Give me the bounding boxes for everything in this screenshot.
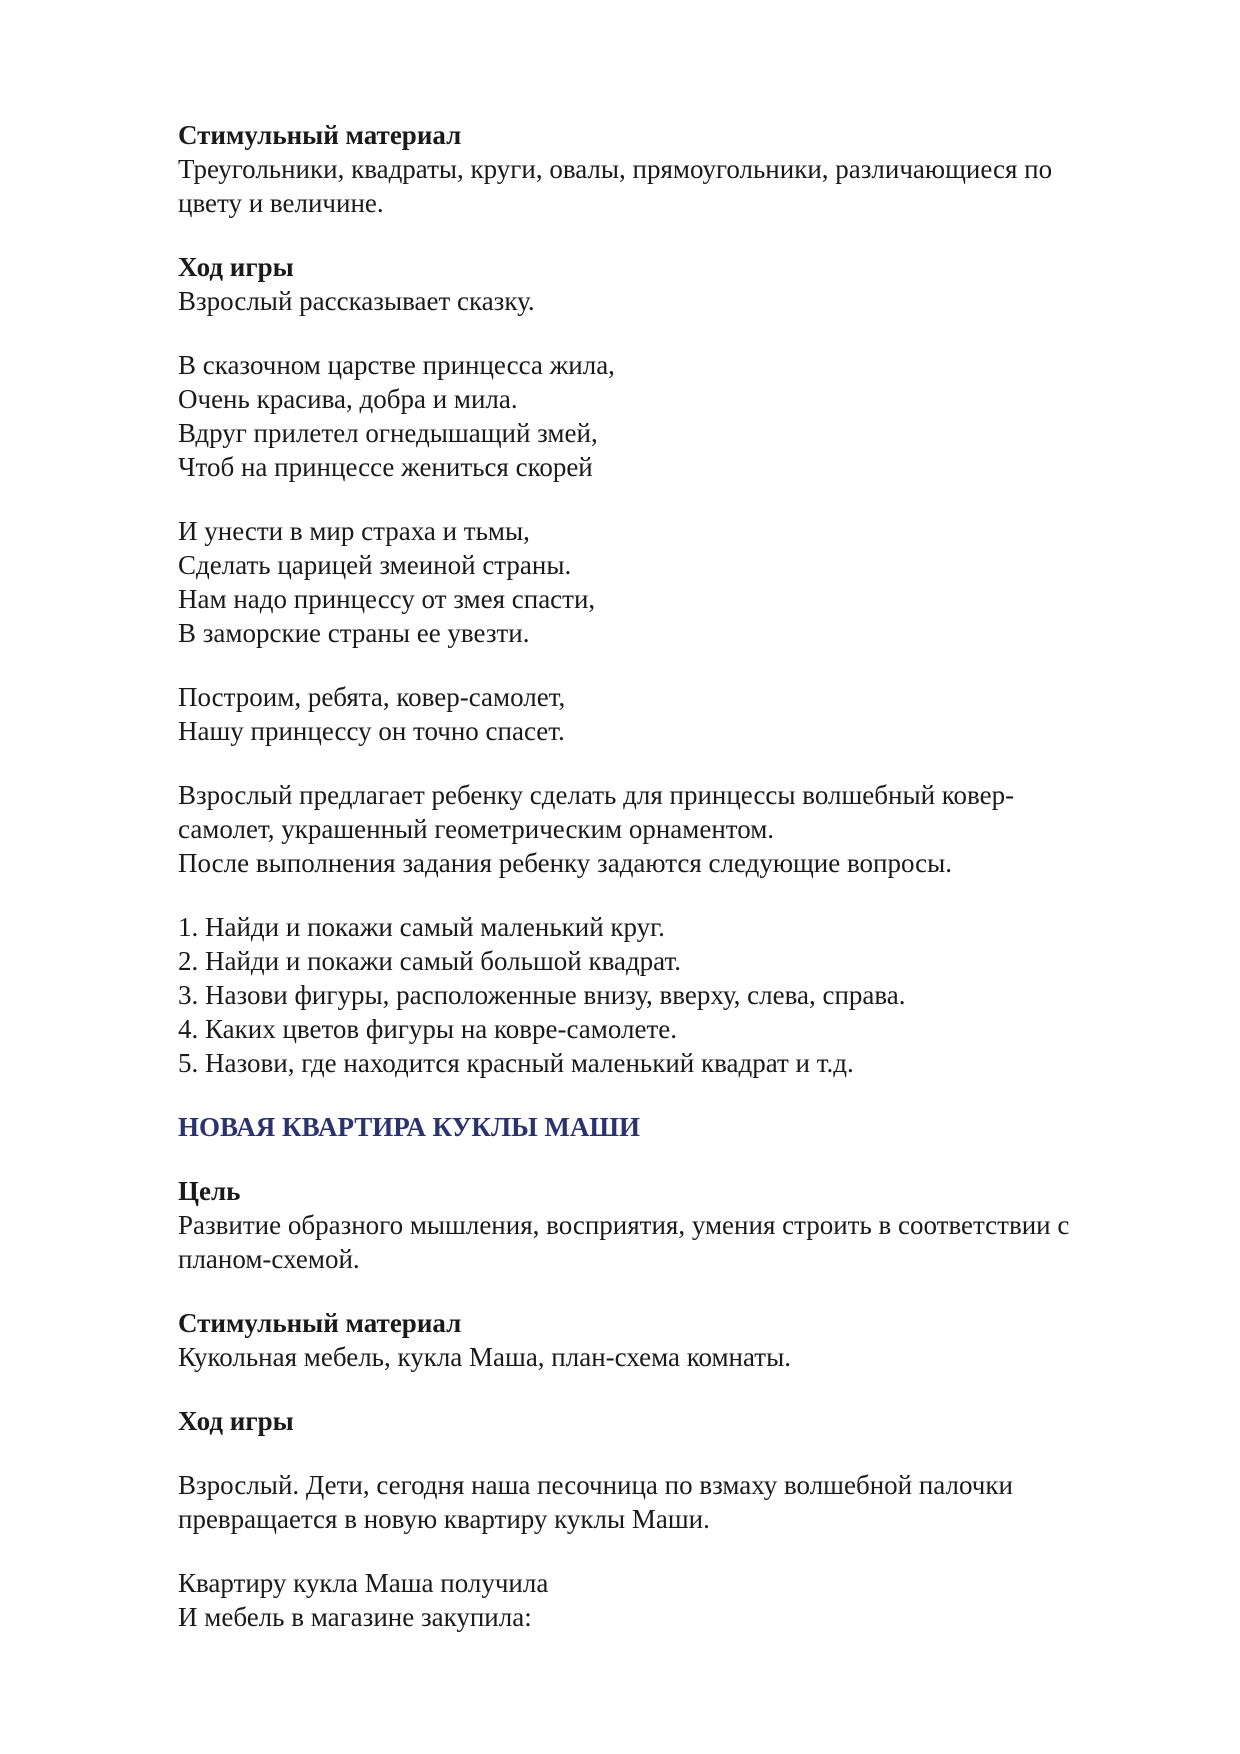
paragraph-gap <box>178 1438 1178 1468</box>
poem-line: Очень красива, добра и мила. <box>178 384 518 414</box>
material-text-line-2: Кукольная мебель, кукла Маша, план-схема комнаты. <box>178 1342 791 1372</box>
paragraph-gap <box>178 1080 1178 1110</box>
poem-line: Нам надо принцессу от змея спасти, <box>178 584 596 614</box>
task-text-line: Взрослый предлагает ребенку сделать для принцессы волшебный ковер- <box>178 780 1015 810</box>
poem-line: Построим, ребята, ковер-самолет, <box>178 682 566 712</box>
paragraph-gap <box>178 484 1178 514</box>
section-title-game-2: Ход игры <box>178 1406 294 1436</box>
paragraph-gap <box>178 1144 1178 1174</box>
poem-line: В сказочном царстве принцесса жила, <box>178 350 615 380</box>
paragraph-gap <box>178 880 1178 910</box>
question-item: 5. Назови, где находится красный маленький квадрат и т.д. <box>178 1048 854 1078</box>
question-item: 3. Назови фигуры, расположенные внизу, вверху, слева, справа. <box>178 980 906 1010</box>
paragraph-gap <box>178 650 1178 680</box>
poem-line: Вдруг прилетел огнедышащий змей, <box>178 418 598 448</box>
goal-text-line: Развитие образного мышления, восприятия, умения строить в соответствии с <box>178 1210 1070 1240</box>
document-page <box>178 118 1178 1634</box>
task-text-line: самолет, украшенный геометрическим орнаментом. <box>178 814 775 844</box>
section-title-material-2: Стимульный материал <box>178 1308 462 1338</box>
paragraph-gap <box>178 1536 1178 1566</box>
goal-text-line: планом-схемой. <box>178 1244 360 1274</box>
game-text-line: Взрослый. Дети, сегодня наша песочница по взмаху волшебной палочки <box>178 1470 1013 1500</box>
section-title-material: Стимульный материал <box>178 120 462 150</box>
paragraph-gap <box>178 748 1178 778</box>
section-heading: НОВАЯ КВАРТИРА КУКЛЫ МАШИ <box>178 1112 641 1142</box>
task-text-line: После выполнения задания ребенку задаются следующие вопросы. <box>178 848 953 878</box>
section-title-game: Ход игры <box>178 252 294 282</box>
poem-line: Квартиру кукла Маша получила <box>178 1568 549 1598</box>
poem-line: Сделать царицей змеиной страны. <box>178 550 572 580</box>
poem-line: В заморские страны ее увезти. <box>178 618 530 648</box>
material-text-line: цвету и величине. <box>178 188 384 218</box>
game-text-line: превращается в новую квартиру куклы Маши. <box>178 1504 710 1534</box>
paragraph-gap <box>178 220 1178 250</box>
poem-line: Чтоб на принцессе жениться скорей <box>178 452 593 482</box>
paragraph-gap <box>178 318 1178 348</box>
poem-line: И унести в мир страха и тьмы, <box>178 516 530 546</box>
poem-line: Нашу принцессу он точно спасет. <box>178 716 565 746</box>
question-item: 4. Каких цветов фигуры на ковре-самолете. <box>178 1014 677 1044</box>
question-item: 2. Найди и покажи самый большой квадрат. <box>178 946 681 976</box>
game-intro-text: Взрослый рассказывает сказку. <box>178 286 535 316</box>
material-text-line: Треугольники, квадраты, круги, овалы, прямоугольники, различающиеся по <box>178 154 1053 184</box>
section-title-goal: Цель <box>178 1176 241 1206</box>
paragraph-gap <box>178 1374 1178 1404</box>
question-item: 1. Найди и покажи самый маленький круг. <box>178 912 665 942</box>
paragraph-gap <box>178 1276 1178 1306</box>
poem-line: И мебель в магазине закупила: <box>178 1602 532 1632</box>
